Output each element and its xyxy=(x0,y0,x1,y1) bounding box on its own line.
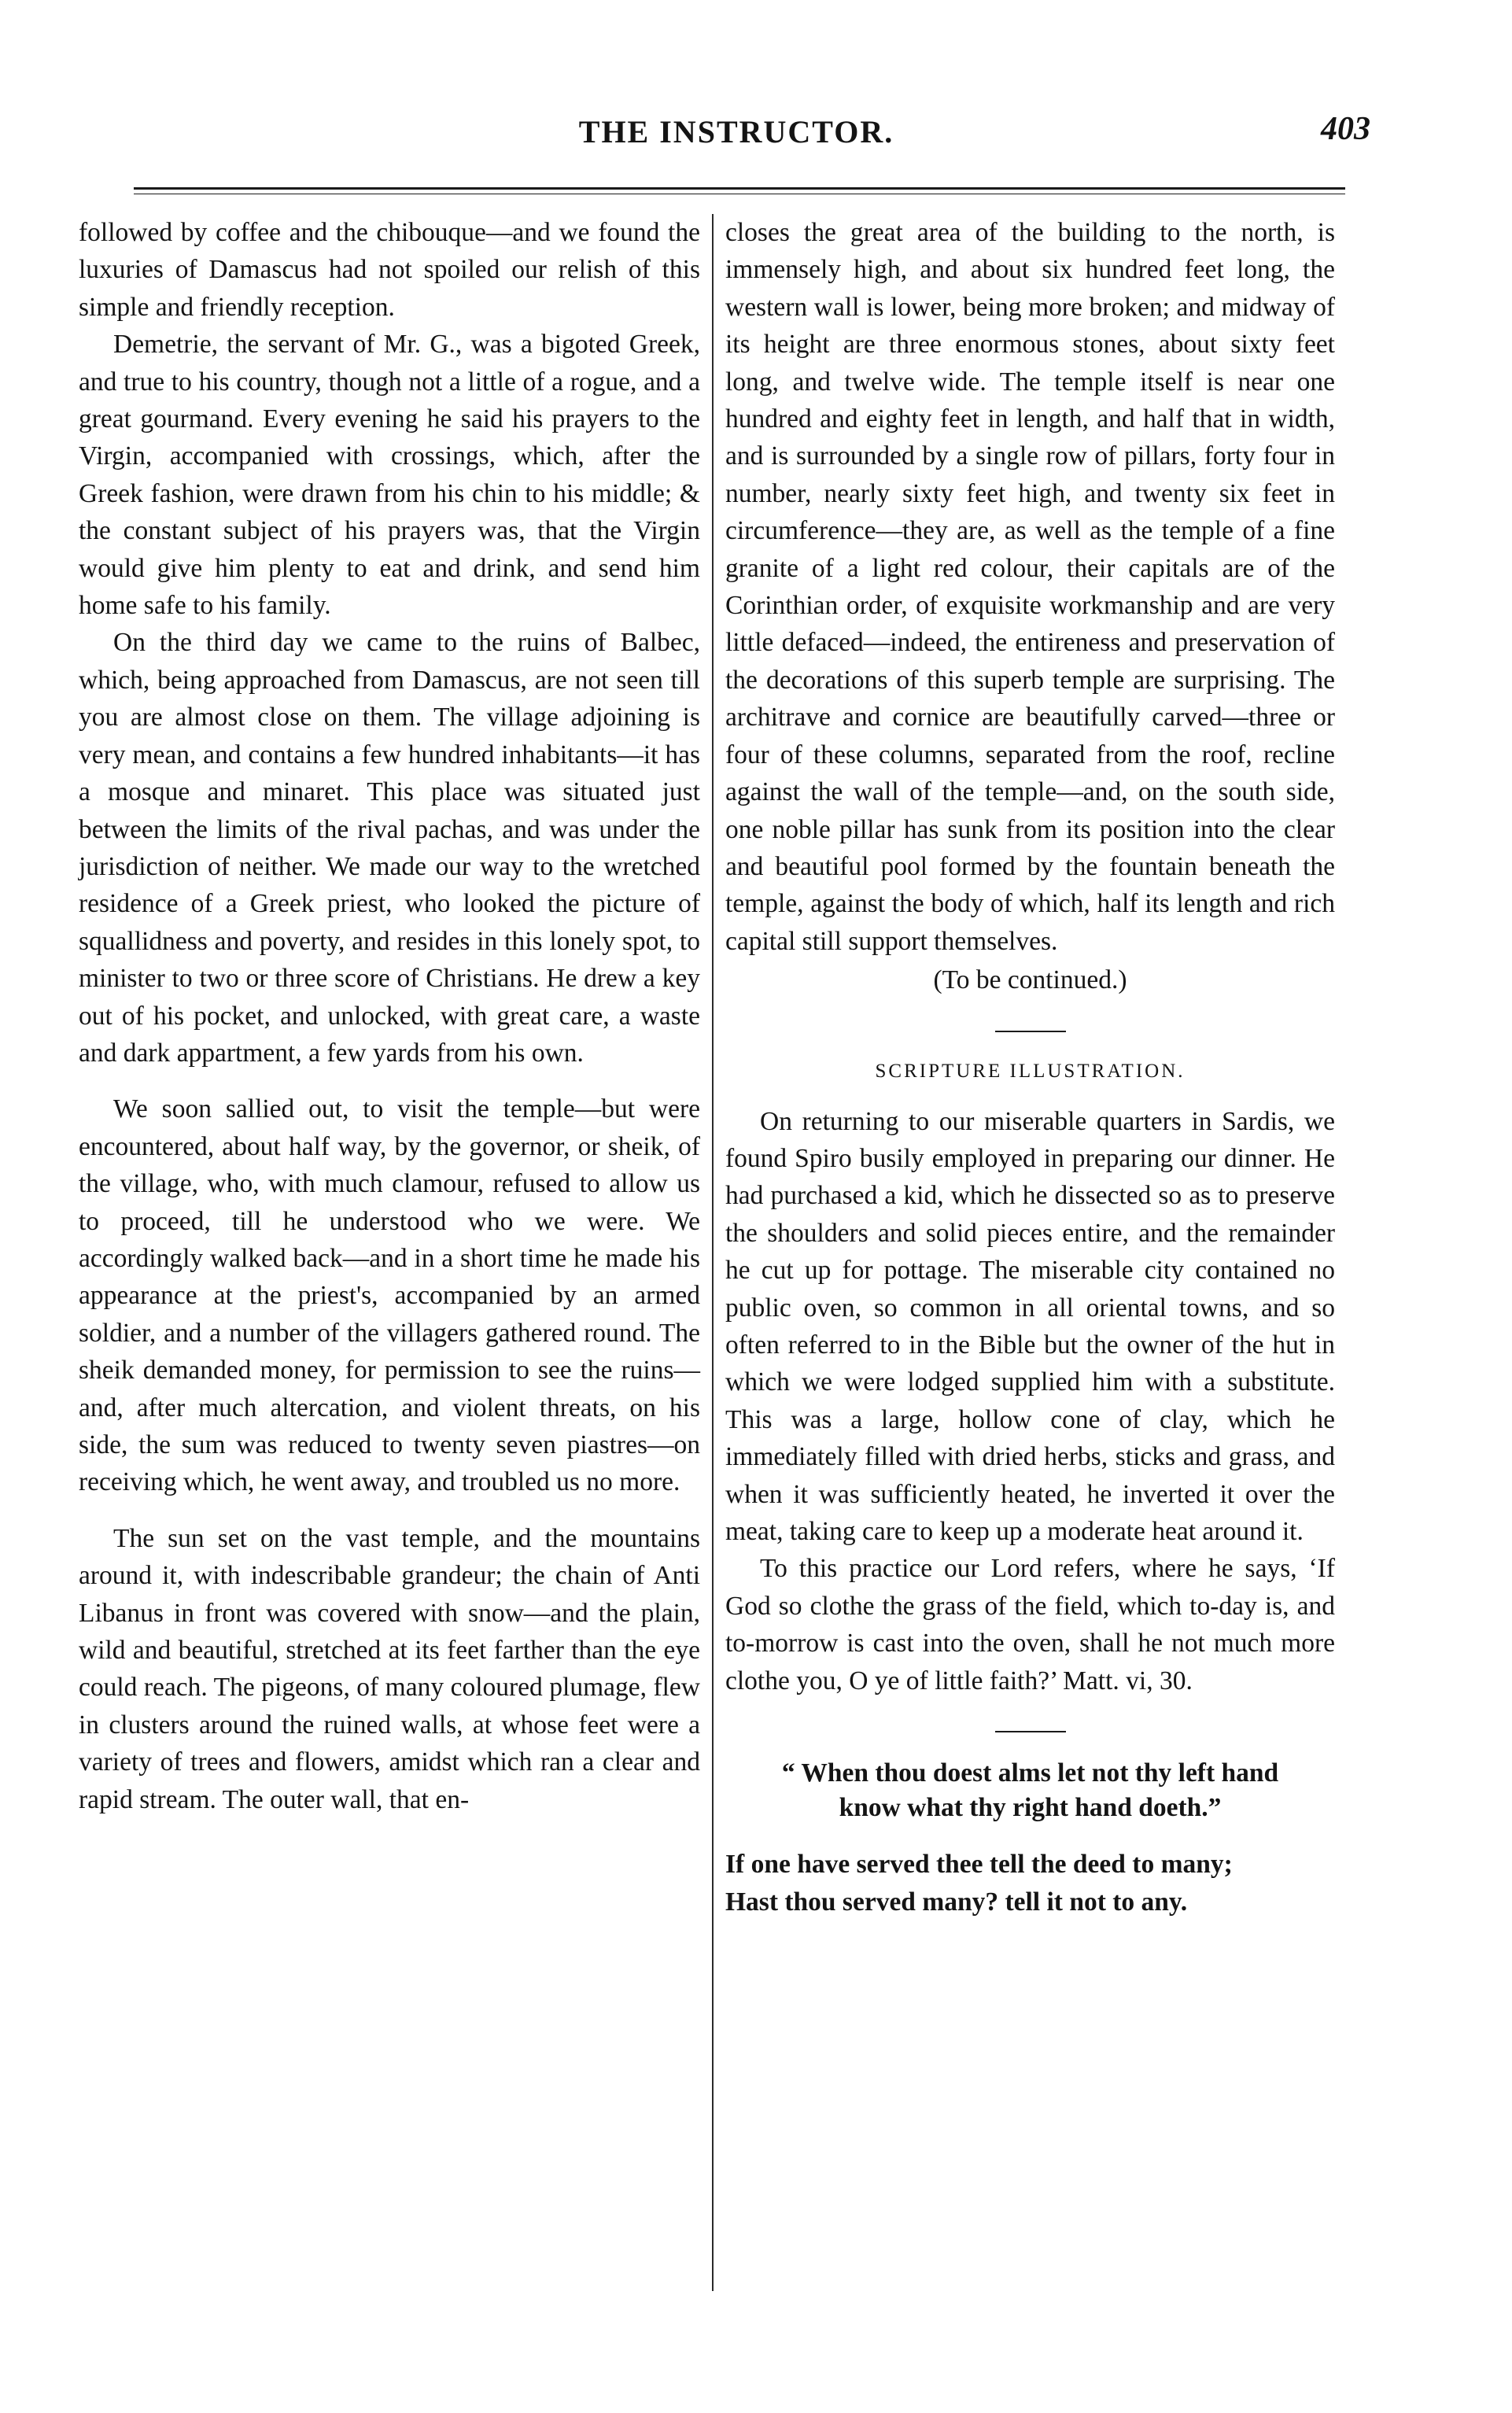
left-column xyxy=(79,214,700,1818)
column-divider xyxy=(712,214,714,2291)
section-heading: SCRIPTURE ILLUSTRATION. xyxy=(875,1060,1186,1082)
page-number: 403 xyxy=(1321,111,1370,147)
paragraph: closes the great area of the building to the north, is immensely high, and about six hundred feet long, the western wall is lower, being more broken; and midway of its height are three enormous stones, about sixty feet long, and twelve wide. The temple itself is near one hundred and eighty feet in length, and half that in width, and is surrounded by a single row of pillars, forty four in number, nearly sixty feet high, and twenty six feet in circumference—they are, as well as the temple of a fine granite of a light red colour, their capitals are of the Corinthian order, of exquisite workmanship and are very little defaced—indeed, the entireness and preservation of the decorations of this superb temple are surprising. The architrave and cornice are beautifully carved—three or four of these columns, separated from the roof, recline against the wall of the temple—and, on the south side, one noble pillar has sunk from its position into the clear and beautiful pool formed by the fountain beneath the temple, against the body of which, half its length and rich capital still support themselves. xyxy=(725,218,1335,956)
motto-line: “ When thou doest alms let not thy left hand xyxy=(781,1758,1279,1788)
motto-rule xyxy=(995,1731,1066,1732)
running-title: THE INSTRUCTOR. xyxy=(578,114,894,149)
paragraph: followed by coffee and the chibouque—and we found the luxuries of Damascus had not spoiled our relish of this simple and friendly reception. xyxy=(79,218,700,322)
motto-line: know what thy right hand doeth.” xyxy=(839,1793,1222,1823)
paragraph: On returning to our miserable quarters in Sardis, we found Spiro busily employed in preparing our dinner. He had purchased a kid, which he dissected so as to preserve the shoulders and solid pieces entire, and the remainder he cut up for pottage. The miserable city contained no public oven, so common in all oriental towns, and so often referred to in the Bible but the owner of the hut in which we were lodged supplied him with a substitute. This was a large, hollow cone of clay, which he immediately filled with dried herbs, sticks and grass, and when it was sufficiently heated, he inverted it over the meat, taking care to keep up a moderate heat around it. xyxy=(725,1106,1335,1546)
paragraph: The sun set on the vast temple, and the mountains around it, with indescribable grandeur; the chain of Anti Libanus in front was covered with snow—and the plain, wild and beautiful, stretched at its feet farther than the eye could reach. The pigeons, of many coloured plumage, flew in clusters around the ruined walls, at whose feet were a variety of trees and flowers, amidst which ran a clear and rapid stream. The outer wall, that en- xyxy=(79,1523,700,1814)
paragraph: We soon sallied out, to visit the temple—but were encountered, about half way, by the governor, or sheik, of the village, who, with much clamour, refused to allow us to proceed, till he understood who we were. We accordingly walked back—and in a short time he made his appearance at the priest's, accompanied by an armed soldier, and a number of the villagers gathered round. The sheik demanded money, for permission to see the ruins—and, after much altercation, and violent threats, on his side, the sum was reduced to twenty seven piastres—on receiving which, he went away, and troubled us no more. xyxy=(79,1094,700,1497)
verse xyxy=(725,1846,1335,1921)
to-be-continued: (To be continued.) xyxy=(933,965,1127,995)
motto xyxy=(725,1756,1335,1825)
header-rule xyxy=(134,187,1345,190)
paragraph: Demetrie, the servant of Mr. G., was a bigoted Greek, and true to his country, though not a little of a rogue, and a great gourmand. Every evening he said his prayers to the Virgin, accompanied with crossings, which, after the Greek fashion, were drawn from his chin to his middle; & the constant subject of his prayers was, that the Virgin would give him plenty to eat and drink, and send him home safe to his family. xyxy=(79,330,700,621)
verse-line: Hast thou served many? tell it not to any. xyxy=(725,1887,1188,1917)
verse-line: If one have served thee tell the deed to many; xyxy=(725,1850,1233,1880)
right-column xyxy=(725,214,1335,1921)
section-rule xyxy=(995,1031,1066,1032)
page-header xyxy=(118,110,1370,173)
paragraph: To this practice our Lord refers, where he says, ‘If God so clothe the grass of the field, which to-day is, and to-morrow is cast into the oven, shall he not much more clothe you, O ye of little faith?’ Matt. vi, 30. xyxy=(725,1554,1335,1695)
paragraph: On the third day we came to the ruins of Balbec, which, being approached from Damascus, are not seen till you are almost close on them. The village adjoining is very mean, and contains a few hundred inhabitants—it has a mosque and minaret. This place was situated just between the limits of the rival pachas, and was under the jurisdiction of neither. We made our way to the wretched residence of a Greek priest, who looked the picture of squallidness and poverty, and resides in this lonely spot, to minister to two or three score of Christians. He drew a key out of his pocket, and unlocked, with great care, a waste and dark appartment, a few yards from his own. xyxy=(79,628,700,1068)
